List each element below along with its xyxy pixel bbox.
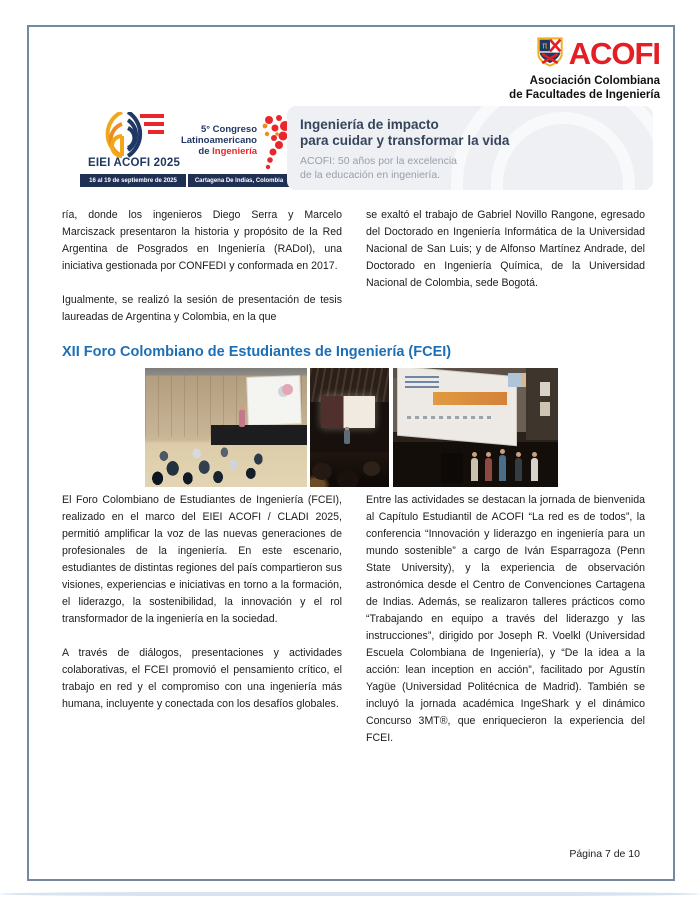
paragraph: se exaltó el trabajo de Gabriel Novillo Rangone, egresado del Doctorado en Ingeniería Informática de la Universidad Nacional de San Luis; y de Alfonso Martínez Andrade, del Doctorado en Ingeniería Química, de la Universidad Nacional de Colombia, sede Bogotá. <box>366 209 645 289</box>
event-location: Cartagena De Indias, Colombia <box>188 174 290 187</box>
congreso-latinoamericano-logo <box>180 118 293 174</box>
congreso-line2: Latinoamericano <box>180 135 257 146</box>
paragraph: Entre las actividades se destacan la jornada de bienvenida al Capítulo Estudiantil de ACOFI “La red es de todos”, la conferencia “Innovación y liderazgo en ingeniería para un mundo sostenible” a cargo de Iván Esparragoza (Penn State University), y la experiencia de observación astronómica desde el Centro de Convenciones Cartagena de Indias. Además, se realizaron talleres prácticos como “Trabajando en equipo a través del liderazgo y las instrucciones”, dirigido por Joseph R. Voelkl (Universidad Escuela Colombiana de Ingeniería), y “De la idea a la acción: lean inception en acción”, facilitado por Agustín Yagüe (Universidad Politécnica de Madrid). También se incluyó la jornada académica IngeShark y el dinámico Concurso 3MT®, que enriquecieron la experiencia del FCEI. <box>366 494 645 744</box>
section-heading: XII Foro Colombiano de Estudiantes de Ingeniería (FCEI) <box>62 344 452 360</box>
svg-text:π: π <box>541 40 547 51</box>
acofi-shield-icon <box>537 37 563 72</box>
eiei-acofi-2025-label: EIEI ACOFI 2025 <box>88 157 181 169</box>
paragraph: Igualmente, se realizó la sesión de presentación de tesis laureadas de Argentina y Colombia, en la que <box>62 294 342 323</box>
fcei-column-left <box>62 492 342 730</box>
congreso-line3: de Ingeniería <box>198 146 257 157</box>
page-number: Página 7 de 10 <box>569 848 640 860</box>
event-date-location-bar <box>80 174 290 187</box>
tagline-sub-line2: de la educación en ingeniería. <box>300 168 441 181</box>
org-name-line2: de Facultades de Ingeniería <box>509 88 660 101</box>
tagline-box <box>287 106 653 190</box>
paragraph: El Foro Colombiano de Estudiantes de Ingeniería (FCEI), realizado en el marco del EIEI ACOFI / CLADI 2025, permitió amplificar la voz de las nuevas generaciones de profesionales de la ingeniería. En este escenario, estudiantes de distintas regiones del país compartieron sus visiones, experiencias e iniciativas en torno a la formación, el liderazgo, la sostenibilidad, la innovación y el rol transformador de la ingeniería en la sociedad. <box>62 494 342 625</box>
article-column-left <box>62 207 342 343</box>
bottom-decorative-line <box>0 892 700 896</box>
paragraph: ría, donde los ingenieros Diego Serra y Marcelo Marciszack presentaron la historia y propósito de la Red Argentina de Posgrados en Ingeniería (RADoI), una iniciativa gestionada por CONFEDI y conformada en 2017. <box>62 209 342 272</box>
fcei-column-right <box>366 492 645 764</box>
tagline-sub-line1: ACOFI: 50 años por la excelencia <box>300 155 457 167</box>
tagline-line1: Ingeniería de impacto <box>300 117 439 132</box>
photo-stage-panel-with-screen <box>393 368 558 487</box>
congreso-line1: 5° Congreso <box>200 124 257 135</box>
event-dates: 16 al 19 de septiembre de 2025 <box>80 174 186 187</box>
photo-conference-hall-audience <box>145 368 307 487</box>
acofi-brand-block <box>430 36 660 102</box>
paragraph: A través de diálogos, presentaciones y actividades colaborativas, el FCEI promovió el pensamiento crítico, el trabajo en red y el compromiso con una ingeniería más humana, incluyente y conectada con los desafíos globales. <box>62 647 342 710</box>
acofi-wordmark: ACOFI <box>568 36 660 71</box>
article-column-right <box>366 207 645 309</box>
org-name-line1: Asociación Colombiana <box>529 75 660 87</box>
photo-dark-auditorium-presentation <box>310 368 389 487</box>
tagline-line2: para cuidar y transformar la vida <box>300 132 510 148</box>
